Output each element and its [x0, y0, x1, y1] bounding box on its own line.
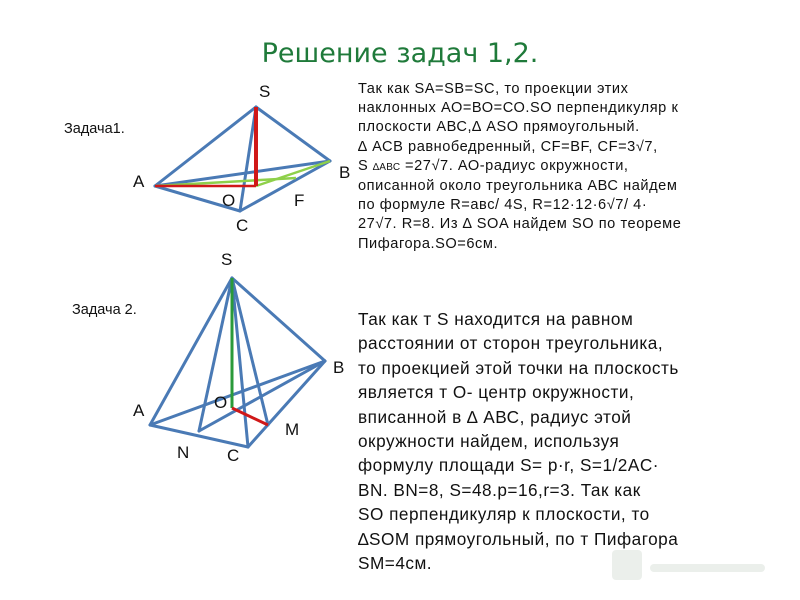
task1-label: Задача1.	[64, 121, 125, 137]
watermark-logo	[610, 546, 770, 590]
edge-sb-2	[232, 278, 325, 361]
edge-sc-2	[232, 278, 248, 447]
task2-line-6: окружности найдем, используя	[358, 431, 620, 452]
point-label-a2: A	[133, 401, 145, 420]
task2-line-10: ∆SOM прямоугольный, по т Пифагора	[358, 528, 679, 549]
task2-line-7: формулу площади S= p·r, S=1/2AC·	[358, 455, 659, 476]
task1-area-subscript: ∆АВС	[372, 161, 401, 173]
task1-line-8: 27√7. R=8. Из ∆ SOA найдем SO по теореме	[358, 216, 682, 233]
task1-area-suffix: =27√7. АО-радиус окружности,	[400, 157, 629, 174]
task2-line-1: Так как т S находится на равном	[358, 309, 634, 329]
point-label-s1: S	[259, 82, 271, 101]
radius-om-2	[232, 408, 268, 425]
task1-solution-text	[358, 80, 783, 254]
point-label-b2: B	[333, 358, 345, 377]
point-label-o1: O	[222, 191, 236, 210]
task1-line-2: наклонных АО=ВО=СО.SO перпендикуляр к	[358, 100, 679, 117]
point-label-f1: F	[294, 191, 305, 210]
task2-line-3: то проекцией этой точки на плоскость	[358, 357, 679, 378]
point-label-o2: O	[214, 393, 228, 412]
task2-line-5: вписанной в ∆ АВС, радиус этой	[358, 406, 632, 427]
point-label-c1: C	[236, 216, 249, 235]
task2-line-9: SO перпендикуляр к плоскости, то	[358, 504, 650, 525]
task1-line-1: Так как SA=SB=SC, то проекции этих	[358, 81, 629, 97]
task2-label: Задача 2.	[72, 302, 137, 318]
point-label-a1: A	[133, 172, 145, 191]
point-label-b1: B	[339, 163, 351, 182]
task1-line-5	[358, 157, 783, 177]
point-label-c2: C	[227, 446, 240, 465]
task1-line-9: Пифагора.SO=6см.	[358, 235, 499, 252]
point-label-m2: M	[285, 420, 300, 439]
task2-line-8: BN. BN=8, S=48.p=16,r=3. Так как	[358, 479, 641, 500]
task1-line-4: ∆ АСВ равнобедренный, CF=BF, CF=3√7,	[358, 138, 658, 155]
point-label-s2: S	[221, 250, 233, 269]
task2-line-11: SM=4см.	[358, 553, 433, 574]
task1-line-7: по формуле R=авс/ 4S, R=12·12·6√7/ 4·	[358, 197, 648, 214]
task2-solution-text	[358, 307, 783, 575]
task1-area-prefix: S	[358, 157, 373, 174]
task1-line-6: описанной около треугольника АВС найдем	[358, 178, 678, 195]
edge-ab-2	[150, 361, 325, 425]
point-label-n2: N	[177, 443, 190, 462]
task2-line-4: является т О- центр окружности,	[358, 382, 635, 403]
slide-title: Решение задач 1,2.	[261, 38, 539, 69]
task2-line-2: расстоянии от сторон треугольника,	[358, 333, 664, 354]
task1-line-3: плоскости АВС,∆ ASO прямоугольный.	[358, 119, 640, 136]
